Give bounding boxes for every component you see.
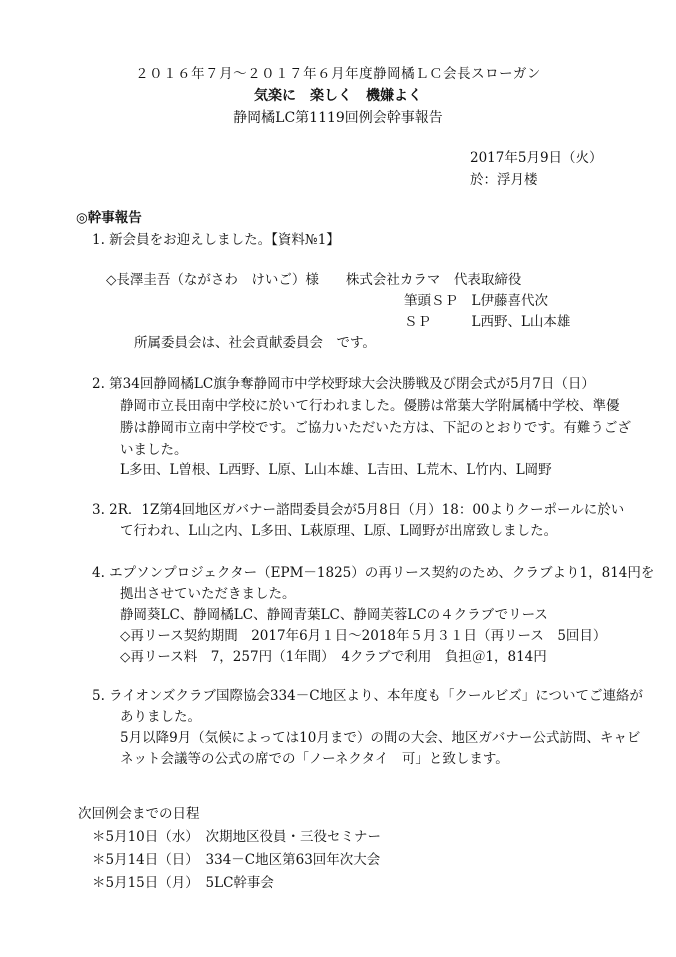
item-2-line-3: 勝は静岡市立南中学校です。ご協力いただいた方は、下記のとおりです。有難うござ [120,420,631,436]
report-title: 静岡橘LC第1119回例会幹事報告 [233,110,443,126]
section-title: ◎幹事報告 [76,210,142,226]
item-2-attendees: L多田、L曽根、L西野、L原、L山本雄、L吉田、L荒木、L竹内、L岡野 [120,462,552,478]
item-4-clubs: 静岡葵LC、静岡橘LC、静岡青葉LC、静岡芙蓉LCの４クラブでリース [120,607,548,623]
item-1-sponsors: ＳＰ L西野、L山本雄 [404,314,571,330]
item-1-sponsor-lead: 筆頭ＳＰ L伊藤喜代次 [404,293,548,309]
item-1-title: 1. 新会員をお迎えしました。【資料№1】 [92,232,340,248]
item-4-lease-period: ◇再リース契約期間 2017年6月１日～2018年５月３１日（再リース 5回目） [120,628,607,644]
schedule-entry: ＊5月10日（水） 次期地区役員・三役セミナー [92,829,382,845]
item-4-lease-fee: ◇再リース料 7，257円（1年間） 4クラブで利用 負担＠1，814円 [120,649,547,665]
slogan-title: ２０１６年７月～２０１７年６月年度静岡橘ＬＣ会長スローガン [135,66,541,82]
report-date: 2017年5月9日（火） [470,150,603,166]
schedule-title: 次回例会までの日程 [78,806,200,822]
slogan: 気楽に 楽しく 機嫌よく [254,88,422,104]
item-5-line-3: 5月以降9月（気候によっては10月まで）の間の大会、地区ガバナー公式訪問、キャビ [120,730,641,746]
item-2-line-1: 2. 第34回静岡橘LC旗争奪静岡市中学校野球大会決勝戦及び閉会式が5月7日（日） [92,376,595,392]
item-1-member: ◇長澤圭吾（ながさわ けいご）様 株式会社カラマ 代表取締役 [106,272,522,288]
item-5-line-4: ネット会議等の公式の席での「ノーネクタイ 可」と致します。 [120,751,509,767]
schedule-entry: ＊5月14日（日） 334－C地区第63回年次大会 [92,852,381,868]
item-2-line-4: いました。 [120,442,188,458]
item-4-line-2: 拠出させていただきました。 [120,586,296,602]
item-1-committee: 所属委員会は、社会貢献委員会 です。 [134,335,376,351]
item-2-line-2: 静岡市立長田南中学校に於いて行われました。優勝は常葉大学附属橘中学校、準優 [120,398,620,414]
item-4-line-1: 4. エプソンプロジェクター（EPM－1825）の再リース契約のため、クラブより1，814円を [92,565,655,581]
schedule-entry: ＊5月15日（月） 5LC幹事会 [92,875,274,891]
item-5-line-2: ありました。 [120,709,201,725]
report-venue: 於：浮月楼 [470,172,538,188]
item-3-line-2: て行われ、L山之内、L多田、L萩原理、L原、L岡野が出席致しました。 [120,523,558,539]
item-5-line-1: 5. ライオンズクラブ国際協会334－C地区より、本年度も「クールビズ」についてご連絡が [92,688,644,704]
item-3-line-1: 3. 2R．1Z第4回地区ガバナー諮問委員会が5月8日（月）18：00よりクーポールに於い [92,502,625,518]
